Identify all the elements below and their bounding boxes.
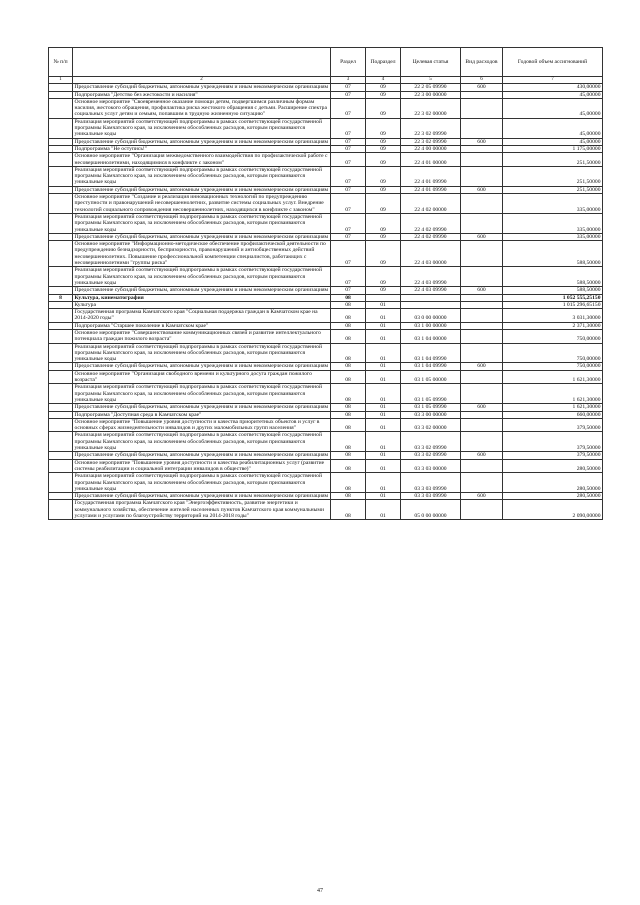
table-row bbox=[49, 500, 603, 520]
row-razdel-cell: 08 bbox=[331, 343, 366, 363]
row-razdel-cell: 08 bbox=[331, 418, 366, 432]
row-podrazdel-cell: 01 bbox=[366, 370, 401, 384]
row-name-cell: Предоставление субсидий бюджетным, автономным учреждениям и иным некоммерческим организациям bbox=[73, 138, 331, 145]
row-amount-cell: 280,50000 bbox=[503, 493, 603, 500]
row-podrazdel-cell: 01 bbox=[366, 322, 401, 329]
row-name-cell: Культура, кинематография bbox=[73, 294, 331, 301]
table-row bbox=[49, 418, 603, 432]
row-expense-type-cell bbox=[461, 301, 503, 308]
col-header-expense-type: Вид расходов bbox=[461, 48, 503, 77]
row-razdel-cell: 08 bbox=[331, 301, 366, 308]
row-expense-type-cell: 600 bbox=[461, 404, 503, 411]
row-podrazdel-cell: 01 bbox=[366, 459, 401, 473]
row-podrazdel-cell: 09 bbox=[366, 84, 401, 91]
row-number-cell bbox=[49, 432, 73, 452]
row-podrazdel-cell: 09 bbox=[366, 241, 401, 267]
row-target-article-cell: 03 3 02 09990 bbox=[401, 432, 461, 452]
row-name-cell: Основное мероприятие "Информационно-методическое обеспечение профилактической деятельности по предупреждению безнадзорности, беспризорности, правонарушений и антиобщественных действий несовершеннолетних. Повышение профессиональной компетенции специалистов, работающих с несовершеннолетними "группы риска" bbox=[73, 241, 331, 267]
row-name-cell: Основное мероприятие "Организация межведомственного взаимодействия по профилактической работе с несовершеннолетними, находящимися в конфликте с законом" bbox=[73, 153, 331, 167]
table-row bbox=[49, 309, 603, 323]
column-number: 2 bbox=[73, 77, 331, 84]
row-expense-type-cell bbox=[461, 418, 503, 432]
row-target-article-cell: 22 4 03 09990 bbox=[401, 287, 461, 294]
row-podrazdel-cell: 09 bbox=[366, 194, 401, 214]
row-podrazdel-cell: 01 bbox=[366, 500, 401, 520]
row-expense-type-cell bbox=[461, 370, 503, 384]
row-number-cell bbox=[49, 370, 73, 384]
column-number: 3 bbox=[331, 77, 366, 84]
row-name-cell: Реализация мероприятий соответствующей подпрограммы в рамках соответствующей государственной программы Камчатского края, за исключением обособленных расходов, которым присваиваются уникальные коды bbox=[73, 384, 331, 404]
row-podrazdel-cell bbox=[366, 294, 401, 301]
row-name-cell: Реализация мероприятий соответствующей подпрограммы в рамках соответствующей государственной программы Камчатского края, за исключением обособленных расходов, которым присваиваются уникальные коды bbox=[73, 432, 331, 452]
row-name-cell: Реализация мероприятий соответствующей подпрограммы в рамках соответствующей государственной программы Камчатского края, за исключением обособленных расходов, которым присваиваются уникальные коды bbox=[73, 213, 331, 233]
row-name-cell: Подпрограмма "Не оступись!" bbox=[73, 145, 331, 152]
row-razdel-cell: 08 bbox=[331, 309, 366, 323]
col-header-razdel: Раздел bbox=[331, 48, 366, 77]
row-amount-cell: 251,50000 bbox=[503, 186, 603, 193]
table-row bbox=[49, 301, 603, 308]
row-amount-cell: 588,50000 bbox=[503, 287, 603, 294]
row-podrazdel-cell: 09 bbox=[366, 118, 401, 138]
table-row bbox=[49, 166, 603, 186]
table-row bbox=[49, 343, 603, 363]
row-target-article-cell: 03 1 00 00000 bbox=[401, 322, 461, 329]
page-number: 47 bbox=[317, 888, 323, 894]
row-expense-type-cell bbox=[461, 473, 503, 493]
row-razdel-cell: 07 bbox=[331, 98, 366, 118]
row-target-article-cell: 03 3 00 00000 bbox=[401, 411, 461, 418]
row-name-cell: Предоставление субсидий бюджетным, автономным учреждениям и иным некоммерческим организациям bbox=[73, 84, 331, 91]
row-number-cell bbox=[49, 194, 73, 214]
row-razdel-cell: 07 bbox=[331, 233, 366, 240]
row-expense-type-cell: 600 bbox=[461, 493, 503, 500]
row-target-article-cell: 03 3 03 00000 bbox=[401, 459, 461, 473]
row-amount-cell: 750,00000 bbox=[503, 363, 603, 370]
row-podrazdel-cell: 09 bbox=[366, 153, 401, 167]
row-number-cell bbox=[49, 84, 73, 91]
col-header-podrazdel: Подраздел bbox=[366, 48, 401, 77]
row-target-article-cell: 03 1 04 00000 bbox=[401, 329, 461, 343]
row-expense-type-cell bbox=[461, 91, 503, 98]
row-expense-type-cell bbox=[461, 459, 503, 473]
row-target-article-cell: 03 1 04 09990 bbox=[401, 343, 461, 363]
row-razdel-cell: 08 bbox=[331, 493, 366, 500]
row-expense-type-cell bbox=[461, 309, 503, 323]
row-razdel-cell: 08 bbox=[331, 322, 366, 329]
row-amount-cell: 1 015 296,65150 bbox=[503, 301, 603, 308]
row-razdel-cell: 08 bbox=[331, 452, 366, 459]
row-expense-type-cell bbox=[461, 329, 503, 343]
row-razdel-cell: 08 bbox=[331, 384, 366, 404]
row-amount-cell: 335,00000 bbox=[503, 213, 603, 233]
row-target-article-cell: 22 4 00 00000 bbox=[401, 145, 461, 152]
row-expense-type-cell: 600 bbox=[461, 138, 503, 145]
row-number-cell bbox=[49, 98, 73, 118]
row-expense-type-cell: 600 bbox=[461, 287, 503, 294]
row-name-cell: Предоставление субсидий бюджетным, автономным учреждениям и иным некоммерческим организациям bbox=[73, 452, 331, 459]
table-row bbox=[49, 186, 603, 193]
row-name-cell: Основное мероприятие "Организация свободного времени и культурного досуга граждан пожилого возраста" bbox=[73, 370, 331, 384]
row-razdel-cell: 07 bbox=[331, 118, 366, 138]
col-header-amount: Годовой объем ассигнований bbox=[503, 48, 603, 77]
row-number-cell bbox=[49, 411, 73, 418]
row-name-cell: Государственная программа Камчатского края "Социальная поддержка граждан в Камчатском крае на 2014-2020 годы" bbox=[73, 309, 331, 323]
row-podrazdel-cell: 09 bbox=[366, 233, 401, 240]
row-expense-type-cell bbox=[461, 343, 503, 363]
row-name-cell: Реализация мероприятий соответствующей подпрограммы в рамках соответствующей государственной программы Камчатского края, за исключением обособленных расходов, которым присваиваются уникальные коды bbox=[73, 166, 331, 186]
row-name-cell: Предоставление субсидий бюджетным, автономным учреждениям и иным некоммерческим организациям bbox=[73, 287, 331, 294]
row-target-article-cell: 03 1 04 09990 bbox=[401, 363, 461, 370]
row-expense-type-cell bbox=[461, 241, 503, 267]
table-row bbox=[49, 384, 603, 404]
row-number-cell bbox=[49, 287, 73, 294]
column-number: 4 bbox=[366, 77, 401, 84]
row-amount-cell: 660,00000 bbox=[503, 411, 603, 418]
row-name-cell: Культура bbox=[73, 301, 331, 308]
row-podrazdel-cell: 01 bbox=[366, 329, 401, 343]
row-podrazdel-cell: 01 bbox=[366, 363, 401, 370]
row-amount-cell: 750,00000 bbox=[503, 329, 603, 343]
row-number-cell bbox=[49, 213, 73, 233]
row-podrazdel-cell: 01 bbox=[366, 343, 401, 363]
row-amount-cell: 2 090,00000 bbox=[503, 500, 603, 520]
row-razdel-cell: 08 bbox=[331, 411, 366, 418]
table-row bbox=[49, 233, 603, 240]
col-header-no: № п/п bbox=[49, 48, 73, 77]
table-row bbox=[49, 370, 603, 384]
row-amount-cell: 588,50000 bbox=[503, 267, 603, 287]
row-razdel-cell: 07 bbox=[331, 186, 366, 193]
row-expense-type-cell bbox=[461, 384, 503, 404]
row-amount-cell: 379,50000 bbox=[503, 418, 603, 432]
table-row bbox=[49, 404, 603, 411]
col-header-target-article: Целевая статья bbox=[401, 48, 461, 77]
table-row bbox=[49, 267, 603, 287]
table-row bbox=[49, 241, 603, 267]
row-expense-type-cell bbox=[461, 166, 503, 186]
table-row bbox=[49, 294, 603, 301]
row-podrazdel-cell: 09 bbox=[366, 267, 401, 287]
row-expense-type-cell bbox=[461, 411, 503, 418]
row-razdel-cell: 07 bbox=[331, 213, 366, 233]
row-expense-type-cell bbox=[461, 213, 503, 233]
row-amount-cell: 45,00000 bbox=[503, 118, 603, 138]
row-amount-cell: 45,00000 bbox=[503, 98, 603, 118]
row-expense-type-cell bbox=[461, 118, 503, 138]
row-target-article-cell: 22 4 02 00000 bbox=[401, 194, 461, 214]
row-amount-cell: 1 621,30000 bbox=[503, 384, 603, 404]
table-row bbox=[49, 84, 603, 91]
row-target-article-cell: 03 3 03 09990 bbox=[401, 473, 461, 493]
row-number-cell bbox=[49, 138, 73, 145]
table-row bbox=[49, 493, 603, 500]
row-razdel-cell: 08 bbox=[331, 404, 366, 411]
table-row bbox=[49, 452, 603, 459]
row-amount-cell: 1 175,00000 bbox=[503, 145, 603, 152]
row-podrazdel-cell: 09 bbox=[366, 91, 401, 98]
row-name-cell: Реализация мероприятий соответствующей подпрограммы в рамках соответствующей государственной программы Камчатского края, за исключением обособленных расходов, которым присваиваются уникальные коды bbox=[73, 267, 331, 287]
row-razdel-cell: 08 bbox=[331, 363, 366, 370]
row-number-cell bbox=[49, 91, 73, 98]
row-podrazdel-cell: 01 bbox=[366, 309, 401, 323]
row-podrazdel-cell: 09 bbox=[366, 145, 401, 152]
row-podrazdel-cell: 01 bbox=[366, 301, 401, 308]
row-razdel-cell: 07 bbox=[331, 194, 366, 214]
row-expense-type-cell: 600 bbox=[461, 233, 503, 240]
row-target-article-cell: 22 4 03 00000 bbox=[401, 241, 461, 267]
row-razdel-cell: 07 bbox=[331, 241, 366, 267]
col-header-name bbox=[73, 48, 331, 77]
row-target-article-cell: 03 3 02 00000 bbox=[401, 418, 461, 432]
row-target-article-cell: 03 1 05 00000 bbox=[401, 370, 461, 384]
row-name-cell: Основное мероприятие "Своевременное оказание помощи детям, подвергшимся различным формам насилия, жестокого обращения, профилактика риска жестокого обращения с детьми. Расширение спектра социальных услуг детям и семьям, попавшим в трудную жизненную ситуацию" bbox=[73, 98, 331, 118]
row-expense-type-cell: 600 bbox=[461, 452, 503, 459]
row-razdel-cell: 07 bbox=[331, 138, 366, 145]
row-expense-type-cell bbox=[461, 500, 503, 520]
row-number-cell bbox=[49, 418, 73, 432]
row-podrazdel-cell: 01 bbox=[366, 411, 401, 418]
row-number-cell bbox=[49, 493, 73, 500]
row-razdel-cell: 07 bbox=[331, 145, 366, 152]
row-target-article-cell bbox=[401, 301, 461, 308]
row-number-cell bbox=[49, 166, 73, 186]
row-name-cell: Предоставление субсидий бюджетным, автономным учреждениям и иным некоммерческим организациям bbox=[73, 404, 331, 411]
row-target-article-cell: 22 4 01 09990 bbox=[401, 186, 461, 193]
row-amount-cell: 3 031,30000 bbox=[503, 309, 603, 323]
row-target-article-cell: 22 3 00 00000 bbox=[401, 91, 461, 98]
row-razdel-cell: 08 bbox=[331, 473, 366, 493]
row-target-article-cell: 05 0 00 00000 bbox=[401, 500, 461, 520]
row-razdel-cell: 08 bbox=[331, 500, 366, 520]
table-row bbox=[49, 411, 603, 418]
row-name-cell: Основное мероприятие "Повышение уровня доступности и качества приоритетных объектов и услуг в основных сферах жизнедеятельности инвалидов и других маломобильных групп населения" bbox=[73, 418, 331, 432]
row-number-cell bbox=[49, 459, 73, 473]
column-number-row bbox=[49, 77, 603, 84]
row-razdel-cell: 07 bbox=[331, 91, 366, 98]
row-amount-cell: 379,50000 bbox=[503, 432, 603, 452]
row-razdel-cell: 07 bbox=[331, 166, 366, 186]
row-amount-cell: 251,50000 bbox=[503, 153, 603, 167]
row-target-article-cell: 22 3 02 09990 bbox=[401, 138, 461, 145]
row-razdel-cell: 08 bbox=[331, 294, 366, 301]
row-name-cell: Основное мероприятие "Создание и реализация инновационных технологий по предупреждению преступности и правонарушений несовершеннолетних, развитие системы социальных услуг. Внедрение технологий социального сопровождения несовершеннолетних, находящихся в конфликте с законом" bbox=[73, 194, 331, 214]
table-row bbox=[49, 145, 603, 152]
row-target-article-cell: 22 3 02 00000 bbox=[401, 98, 461, 118]
row-number-cell bbox=[49, 241, 73, 267]
row-name-cell: Реализация мероприятий соответствующей подпрограммы в рамках соответствующей государственной программы Камчатского края, за исключением обособленных расходов, которым присваиваются уникальные коды bbox=[73, 118, 331, 138]
row-expense-type-cell: 600 bbox=[461, 84, 503, 91]
row-amount-cell: 280,50000 bbox=[503, 473, 603, 493]
row-number-cell bbox=[49, 267, 73, 287]
row-name-cell: Подпрограмма "Детство без жестокости и насилия" bbox=[73, 91, 331, 98]
row-number-cell bbox=[49, 322, 73, 329]
row-expense-type-cell: 600 bbox=[461, 186, 503, 193]
row-name-cell: Подпрограмма "Доступная среда в Камчатском крае" bbox=[73, 411, 331, 418]
row-amount-cell: 251,50000 bbox=[503, 166, 603, 186]
table-row bbox=[49, 459, 603, 473]
table-row bbox=[49, 287, 603, 294]
row-name-cell: Государственная программа Камчатского края "Энергоэффективность, развитие энергетики и коммунального хозяйства, обеспечение жителей населенных пунктов Камчатского края коммунальными услугами и услугами по благоустройству территорий на 2014-2018 годы" bbox=[73, 500, 331, 520]
budget-table bbox=[48, 47, 603, 520]
row-target-article-cell: 03 1 05 09990 bbox=[401, 384, 461, 404]
row-podrazdel-cell: 09 bbox=[366, 166, 401, 186]
row-expense-type-cell bbox=[461, 145, 503, 152]
column-number: 6 bbox=[461, 77, 503, 84]
row-target-article-cell: 22 4 02 09990 bbox=[401, 213, 461, 233]
row-amount-cell: 280,50000 bbox=[503, 459, 603, 473]
row-name-cell: Предоставление субсидий бюджетным, автономным учреждениям и иным некоммерческим организациям bbox=[73, 363, 331, 370]
table-row bbox=[49, 213, 603, 233]
row-podrazdel-cell: 01 bbox=[366, 452, 401, 459]
row-amount-cell: 335,00000 bbox=[503, 194, 603, 214]
row-target-article-cell: 22 4 02 09990 bbox=[401, 233, 461, 240]
row-target-article-cell: 03 0 00 00000 bbox=[401, 309, 461, 323]
row-expense-type-cell bbox=[461, 432, 503, 452]
row-number-cell bbox=[49, 309, 73, 323]
table-row bbox=[49, 473, 603, 493]
row-expense-type-cell bbox=[461, 98, 503, 118]
row-amount-cell: 2 371,30000 bbox=[503, 322, 603, 329]
table-row bbox=[49, 98, 603, 118]
table-row bbox=[49, 138, 603, 145]
column-number: 1 bbox=[49, 77, 73, 84]
row-target-article-cell: 03 3 02 09990 bbox=[401, 452, 461, 459]
row-name-cell: Предоставление субсидий бюджетным, автономным учреждениям и иным некоммерческим организациям bbox=[73, 186, 331, 193]
row-podrazdel-cell: 01 bbox=[366, 418, 401, 432]
row-target-article-cell bbox=[401, 294, 461, 301]
row-expense-type-cell bbox=[461, 153, 503, 167]
row-number-cell bbox=[49, 301, 73, 308]
row-expense-type-cell bbox=[461, 194, 503, 214]
row-amount-cell: 335,00000 bbox=[503, 233, 603, 240]
row-podrazdel-cell: 01 bbox=[366, 432, 401, 452]
row-name-cell: Основное мероприятие "Совершенствование коммуникационных связей и развитие интеллектуального потенциала граждан пожилого возраста" bbox=[73, 329, 331, 343]
row-podrazdel-cell: 09 bbox=[366, 98, 401, 118]
row-name-cell: Подпрограмма "Старшее поколение в Камчатском крае" bbox=[73, 322, 331, 329]
row-expense-type-cell: 600 bbox=[461, 363, 503, 370]
row-amount-cell: 379,50000 bbox=[503, 452, 603, 459]
row-number-cell bbox=[49, 153, 73, 167]
row-target-article-cell: 03 3 03 09990 bbox=[401, 493, 461, 500]
table-row bbox=[49, 91, 603, 98]
row-number-cell bbox=[49, 363, 73, 370]
row-podrazdel-cell: 09 bbox=[366, 186, 401, 193]
row-razdel-cell: 07 bbox=[331, 267, 366, 287]
row-podrazdel-cell: 09 bbox=[366, 138, 401, 145]
row-razdel-cell: 08 bbox=[331, 459, 366, 473]
row-number-cell bbox=[49, 500, 73, 520]
row-razdel-cell: 07 bbox=[331, 153, 366, 167]
row-number-cell bbox=[49, 186, 73, 193]
row-razdel-cell: 08 bbox=[331, 370, 366, 384]
row-amount-cell: 1 621,30000 bbox=[503, 370, 603, 384]
budget-table-sheet bbox=[48, 47, 602, 520]
row-amount-cell: 45,00000 bbox=[503, 138, 603, 145]
column-number: 5 bbox=[401, 77, 461, 84]
column-number: 7 bbox=[503, 77, 603, 84]
row-podrazdel-cell: 09 bbox=[366, 287, 401, 294]
row-name-cell: Предоставление субсидий бюджетным, автономным учреждениям и иным некоммерческим организациям bbox=[73, 493, 331, 500]
table-row bbox=[49, 432, 603, 452]
row-number-cell bbox=[49, 343, 73, 363]
row-amount-cell: 45,00000 bbox=[503, 91, 603, 98]
row-number-cell bbox=[49, 473, 73, 493]
row-name-cell: Предоставление субсидий бюджетным, автономным учреждениям и иным некоммерческим организациям bbox=[73, 233, 331, 240]
row-number-cell bbox=[49, 233, 73, 240]
row-amount-cell: 588,50000 bbox=[503, 241, 603, 267]
row-amount-cell: 1 052 555,25150 bbox=[503, 294, 603, 301]
row-podrazdel-cell: 01 bbox=[366, 404, 401, 411]
row-expense-type-cell bbox=[461, 294, 503, 301]
row-razdel-cell: 07 bbox=[331, 84, 366, 91]
row-number-cell bbox=[49, 145, 73, 152]
row-number-cell bbox=[49, 118, 73, 138]
table-row bbox=[49, 118, 603, 138]
row-podrazdel-cell: 01 bbox=[366, 384, 401, 404]
table-row bbox=[49, 329, 603, 343]
row-target-article-cell: 22 4 01 09990 bbox=[401, 166, 461, 186]
row-expense-type-cell bbox=[461, 267, 503, 287]
row-number-cell bbox=[49, 404, 73, 411]
row-target-article-cell: 22 2 05 09990 bbox=[401, 84, 461, 91]
row-target-article-cell: 22 4 01 00000 bbox=[401, 153, 461, 167]
row-amount-cell: 1 621,30000 bbox=[503, 404, 603, 411]
row-target-article-cell: 03 1 05 09990 bbox=[401, 404, 461, 411]
table-row bbox=[49, 363, 603, 370]
row-name-cell: Реализация мероприятий соответствующей подпрограммы в рамках соответствующей государственной программы Камчатского края, за исключением обособленных расходов, которым присваиваются уникальные коды bbox=[73, 343, 331, 363]
row-name-cell: Основное мероприятие "Повышение уровня доступности и качества реабилитационных услуг (развитие системы реабилитации и социальной интеграции инвалидов в обществе)" bbox=[73, 459, 331, 473]
table-row bbox=[49, 194, 603, 214]
row-podrazdel-cell: 01 bbox=[366, 493, 401, 500]
row-number-cell bbox=[49, 452, 73, 459]
row-number-cell bbox=[49, 329, 73, 343]
row-amount-cell: 750,00000 bbox=[503, 343, 603, 363]
row-target-article-cell: 22 3 02 09990 bbox=[401, 118, 461, 138]
row-podrazdel-cell: 01 bbox=[366, 473, 401, 493]
table-row bbox=[49, 153, 603, 167]
table-row bbox=[49, 322, 603, 329]
row-razdel-cell: 08 bbox=[331, 432, 366, 452]
row-amount-cell: 430,00000 bbox=[503, 84, 603, 91]
row-expense-type-cell bbox=[461, 322, 503, 329]
row-number-cell bbox=[49, 384, 73, 404]
row-name-cell: Реализация мероприятий соответствующей подпрограммы в рамках соответствующей государственной программы Камчатского края, за исключением обособленных расходов, которым присваиваются уникальные коды bbox=[73, 473, 331, 493]
row-razdel-cell: 08 bbox=[331, 329, 366, 343]
row-target-article-cell: 22 4 03 09990 bbox=[401, 267, 461, 287]
row-podrazdel-cell: 09 bbox=[366, 213, 401, 233]
row-number-cell: 8 bbox=[49, 294, 73, 301]
header-row bbox=[49, 48, 603, 77]
row-razdel-cell: 07 bbox=[331, 287, 366, 294]
